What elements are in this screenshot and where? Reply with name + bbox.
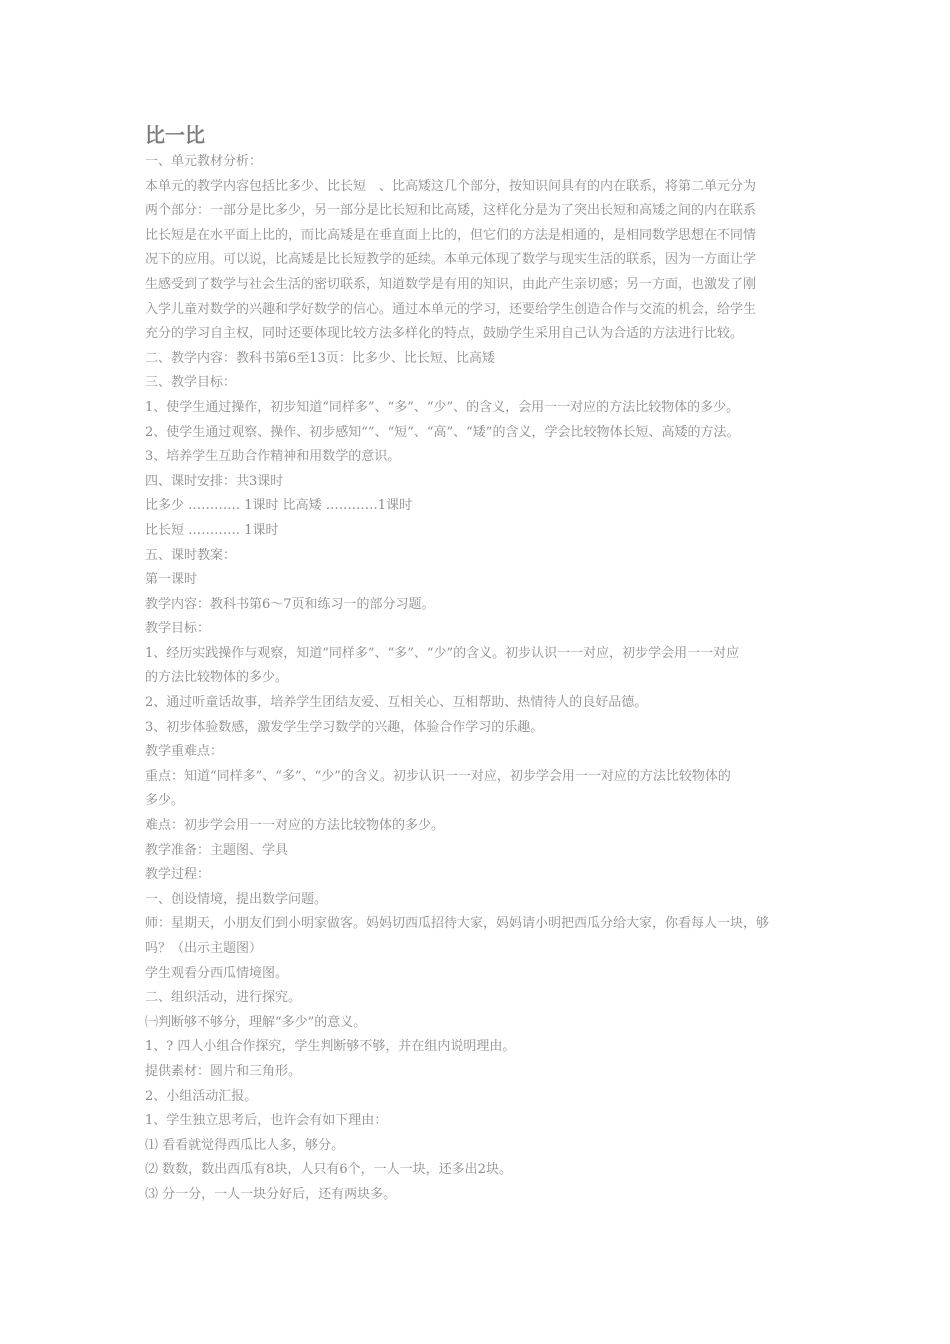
text-line: ㈠判断够不够分，理解“多少”的意义。 [145, 1014, 367, 1030]
text-line: ⑶ 分一分，一人一块分好后，还有两块多。 [145, 1186, 397, 1202]
text-line: ⑴ 看看就觉得西瓜比人多，够分。 [145, 1137, 345, 1153]
document-title: 比一比 [145, 123, 205, 147]
text-line: 三、教学目标： [145, 375, 237, 391]
text-line: 3、初步体验数感，激发学生学习数学的兴趣，体验合作学习的乐趣。 [145, 719, 544, 735]
text-line: 二、教学内容：教科书第6至13页：比多少、比长短、比高矮 [145, 350, 495, 366]
text-line: 提供素材：圆片和三角形。 [145, 1063, 302, 1079]
text-line: 教学过程： [145, 867, 211, 883]
text-line: 2、小组活动汇报。 [145, 1088, 258, 1104]
text-line: 充分的学习自主权，同时还要体现比较方法多样化的特点，鼓励学生采用自己认为合适的方法进行比较。 [145, 326, 744, 342]
text-line: 一、创设情境，提出数学问题。 [145, 891, 328, 907]
text-line: 第一课时 [145, 572, 198, 588]
text-line: 1、经历实践操作与观察，知道“同样多”、“多”、“少”的含义。初步认识一一对应，初步学会用一一对应 [145, 645, 740, 661]
text-line: 比长短是在水平面上比的，而比高矮是在垂直面上比的，但它们的方法是相通的，是相同数学思想在不同情 [145, 227, 757, 243]
text-line: 2、使学生通过观察、操作、初步感知“”、“短”、“高”、“矮”的含义，学会比较物体长短、高矮的方法。 [145, 424, 740, 440]
text-line: 教学重难点： [145, 744, 224, 760]
text-line: 两个部分：一部分是比多少，另一部分是比长短和比高矮，这样化分是为了突出长短和高矮之间的内在联系 [145, 203, 757, 219]
text-line: 比长短 ………… 1课时 [145, 522, 279, 538]
text-line: 比多少 ………… 1课时 比高矮 …………1课时 [145, 498, 413, 514]
text-line: 的方法比较物体的多少。 [145, 670, 289, 686]
text-line: 生感受到了数学与社会生活的密切联系，知道数学是有用的知识，由此产生亲切感；另一方面，也激发了刚 [145, 276, 757, 292]
document-body [145, 150, 810, 1208]
text-line: 本单元的教学内容包括比多少、比长短 、比高矮这几个部分，按知识间具有的内在联系，将第二单元分为 [145, 178, 757, 194]
text-line: 教学内容：教科书第6～7页和练习一的部分习题。 [145, 596, 435, 612]
text-line: 师：星期天，小朋友们到小明家做客。妈妈切西瓜招待大家，妈妈请小明把西瓜分给大家，你看每人一块，够 [145, 916, 770, 932]
text-line: 况下的应用。可以说，比高矮是比长短教学的延续。本单元体现了数学与现实生活的联系，因为一方面让学 [145, 252, 757, 268]
text-line: 1、? 四人小组合作探究，学生判断够不够，并在组内说明理由。 [145, 1039, 516, 1055]
text-line: 四、课时安排：共3课时 [145, 473, 284, 489]
text-line: 入学儿童对数学的兴趣和学好数学的信心。通过本单元的学习，还要给学生创造合作与交流的机会，给学生 [145, 301, 757, 317]
text-line: 二、组织活动，进行探究。 [145, 990, 302, 1006]
text-line: 教学目标： [145, 621, 211, 637]
text-line: 学生观看分西瓜情境图。 [145, 965, 289, 981]
document-page [145, 120, 810, 1208]
text-line: 难点：初步学会用一一对应的方法比较物体的多少。 [145, 818, 445, 834]
text-line: ⑵ 数数，数出西瓜有8块，人只有6个，一人一块，还多出2块。 [145, 1162, 512, 1178]
text-line: 1、学生独立思考后，也许会有如下理由： [145, 1113, 388, 1129]
text-line: 吗？（出示主题图） [145, 941, 263, 956]
text-line: 1、使学生通过操作，初步知道“同样多”、“多”、“少”、的含义，会用一一对应的方法比较物体的多少。 [145, 399, 740, 415]
text-line: 一、单元教材分析： [145, 154, 263, 169]
text-line: 教学准备：主题图、学具 [145, 842, 289, 858]
text-line: 3、培养学生互助合作精神和用数学的意识。 [145, 449, 401, 465]
text-line: 五、课时教案： [145, 547, 237, 563]
text-line: 2、通过听童话故事，培养学生团结友爱、互相关心、互相帮助、热情待人的良好品德。 [145, 695, 648, 711]
text-line: 多少。 [145, 793, 185, 809]
text-line: 重点：知道“同样多”、“多”、“少”的含义。初步认识一一对应，初步学会用一一对应的方法比较物体的 [145, 768, 731, 784]
